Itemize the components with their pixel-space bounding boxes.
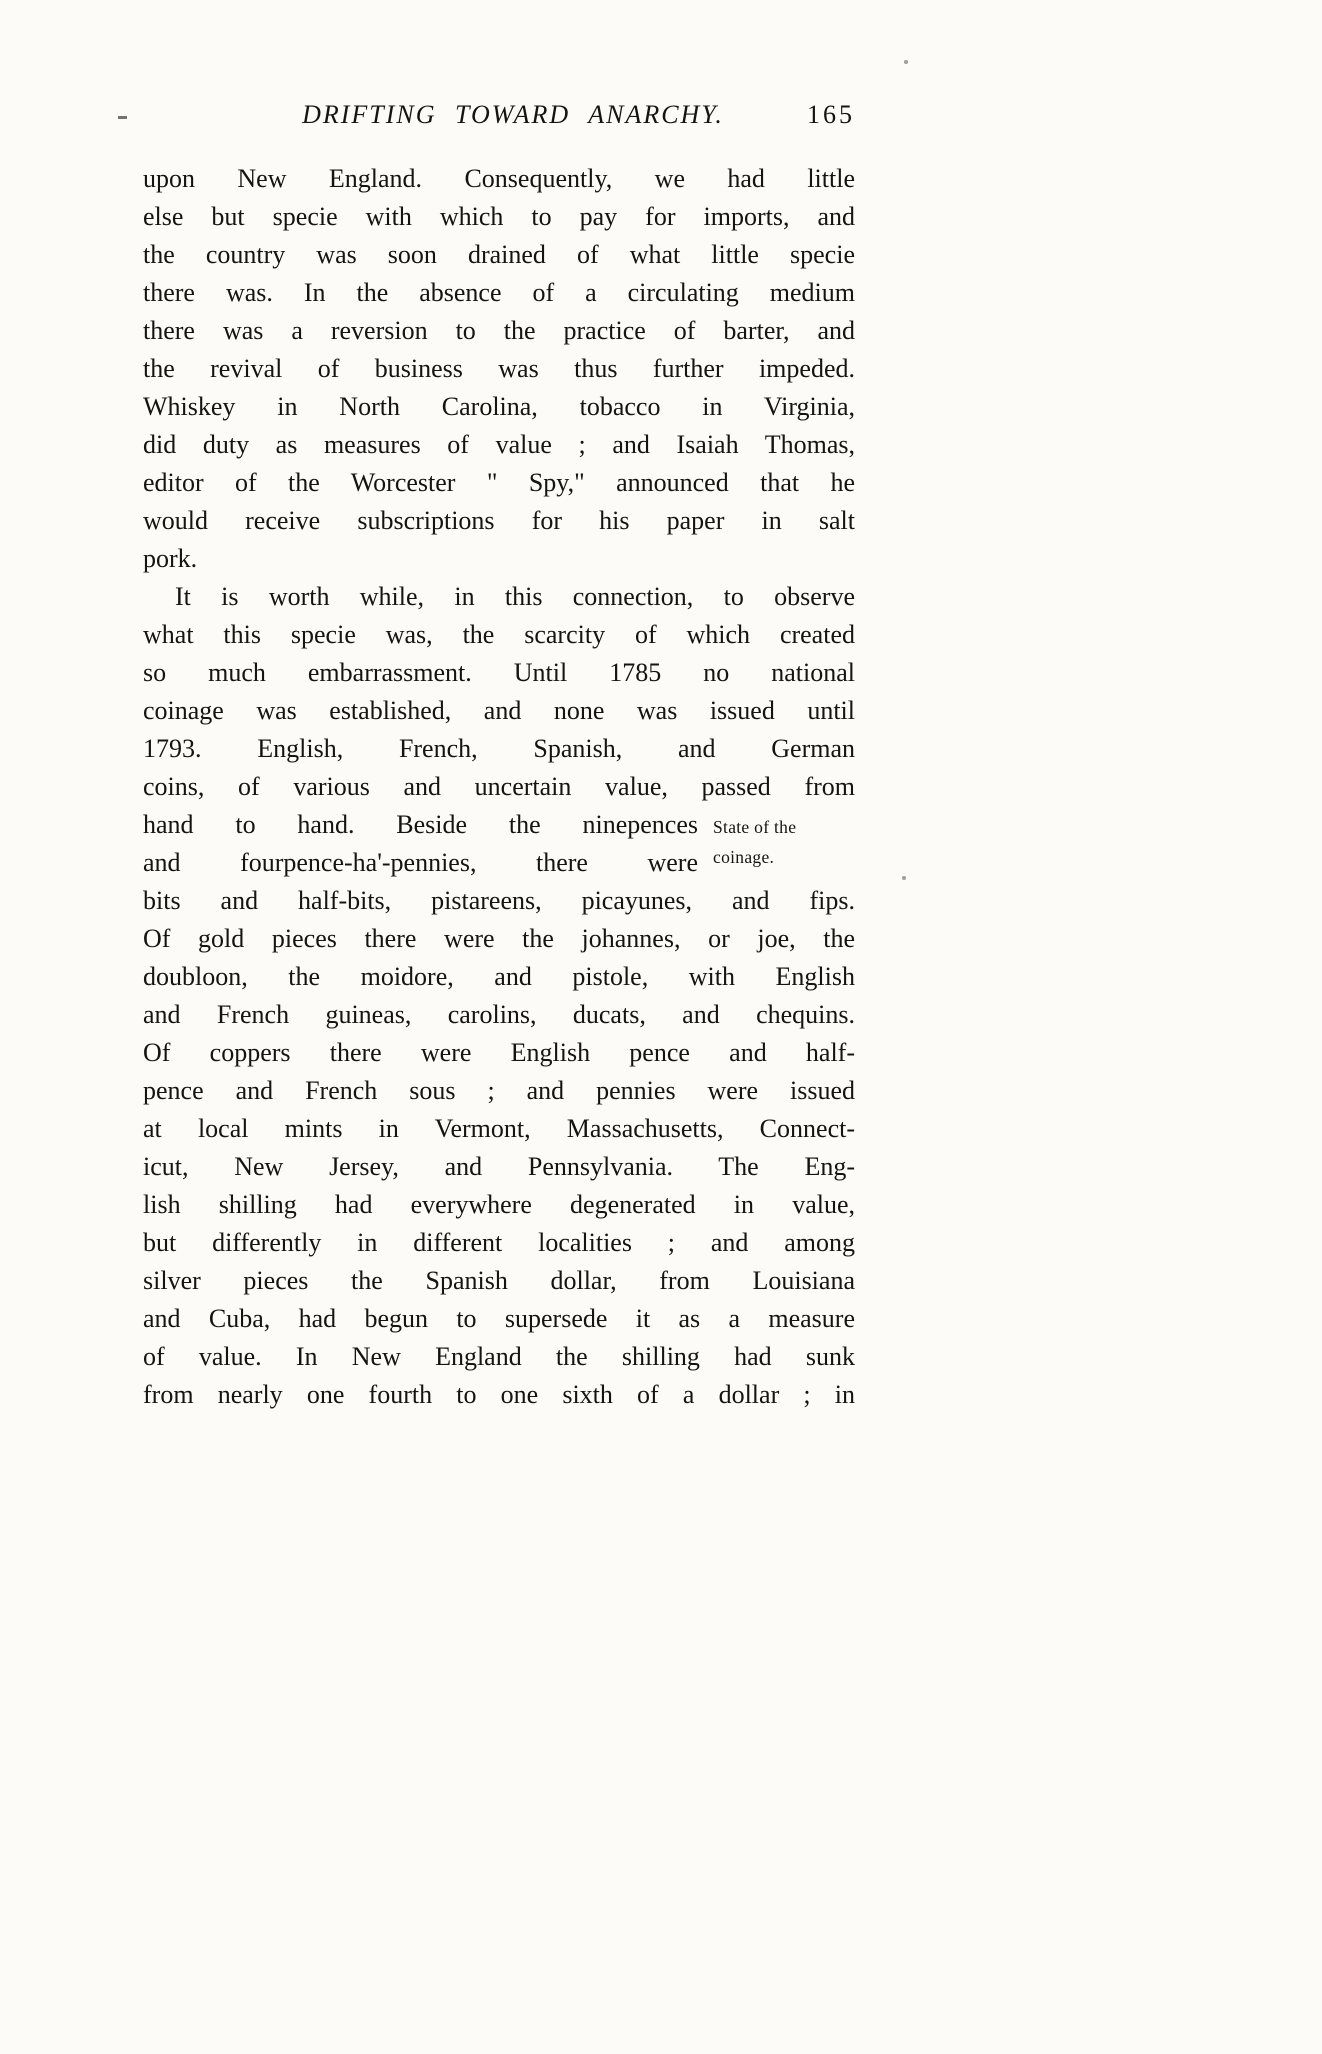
text-line: from nearly one fourth to one sixth of a dollar ; in [143,1380,855,1409]
text-line: pork. [143,544,198,573]
paragraph [143,578,855,1414]
text-line: but differently in different localities ; and among [143,1228,855,1257]
text-line: else but specie with which to pay for imports, and [143,202,855,231]
text-line: so much embarrassment. Until 1785 no national [143,658,855,687]
sidenote [713,812,863,872]
text-line: the revival of business was thus further impeded. [143,354,855,383]
text-line: 1793. English, French, Spanish, and German [143,734,855,763]
text-line: did duty as measures of value ; and Isaiah Thomas, [143,430,855,459]
sidenote-line: coinage. [713,847,775,867]
page-number: 165 [807,100,855,129]
running-title: DRIFTING TOWARD ANARCHY. [302,100,724,129]
scan-speck [904,60,908,64]
text-line: icut, New Jersey, and Pennsylvania. The Eng- [143,1152,855,1181]
scan-speck [902,876,906,880]
text-line: Of coppers there were English pence and half- [143,1038,855,1067]
text-line: what this specie was, the scarcity of which created [143,620,855,649]
text-line: Whiskey in North Carolina, tobacco in Virginia, [143,392,855,421]
text-line: and Cuba, had begun to supersede it as a measure [143,1304,855,1333]
text-line: coins, of various and uncertain value, passed from [143,772,855,801]
sidenote-line: State of the [713,817,797,837]
text-line: at local mints in Vermont, Massachusetts, Connect- [143,1114,855,1143]
text-line: there was. In the absence of a circulating medium [143,278,855,307]
text-line: hand to hand. Beside the ninepences [143,810,698,839]
text-line: Of gold pieces there were the johannes, or joe, the [143,924,855,953]
text-line: editor of the Worcester " Spy," announced that he [143,468,855,497]
page-header [143,100,855,136]
text-line: pence and French sous ; and pennies were issued [143,1076,855,1105]
paragraph [143,160,855,578]
text-line: there was a reversion to the practice of barter, and [143,316,855,345]
text-line: lish shilling had everywhere degenerated in value, [143,1190,855,1219]
text-line: doubloon, the moidore, and pistole, with English [143,962,855,991]
text-line: silver pieces the Spanish dollar, from Louisiana [143,1266,855,1295]
text-block [143,160,855,1414]
text-line: It is worth while, in this connection, to observe [175,582,855,611]
text-line: would receive subscriptions for his paper in salt [143,506,855,535]
scan-dash-artifact [118,116,127,119]
text-line: of value. In New England the shilling had sunk [143,1342,855,1371]
text-line: and fourpence-ha'-pennies, there were [143,848,698,877]
text-line: bits and half-bits, pistareens, picayunes, and fips. [143,886,855,915]
text-line: upon New England. Consequently, we had little [143,164,855,193]
text-line: and French guineas, carolins, ducats, and chequins. [143,1000,855,1029]
text-line: the country was soon drained of what little specie [143,240,855,269]
text-line: coinage was established, and none was issued until [143,696,855,725]
